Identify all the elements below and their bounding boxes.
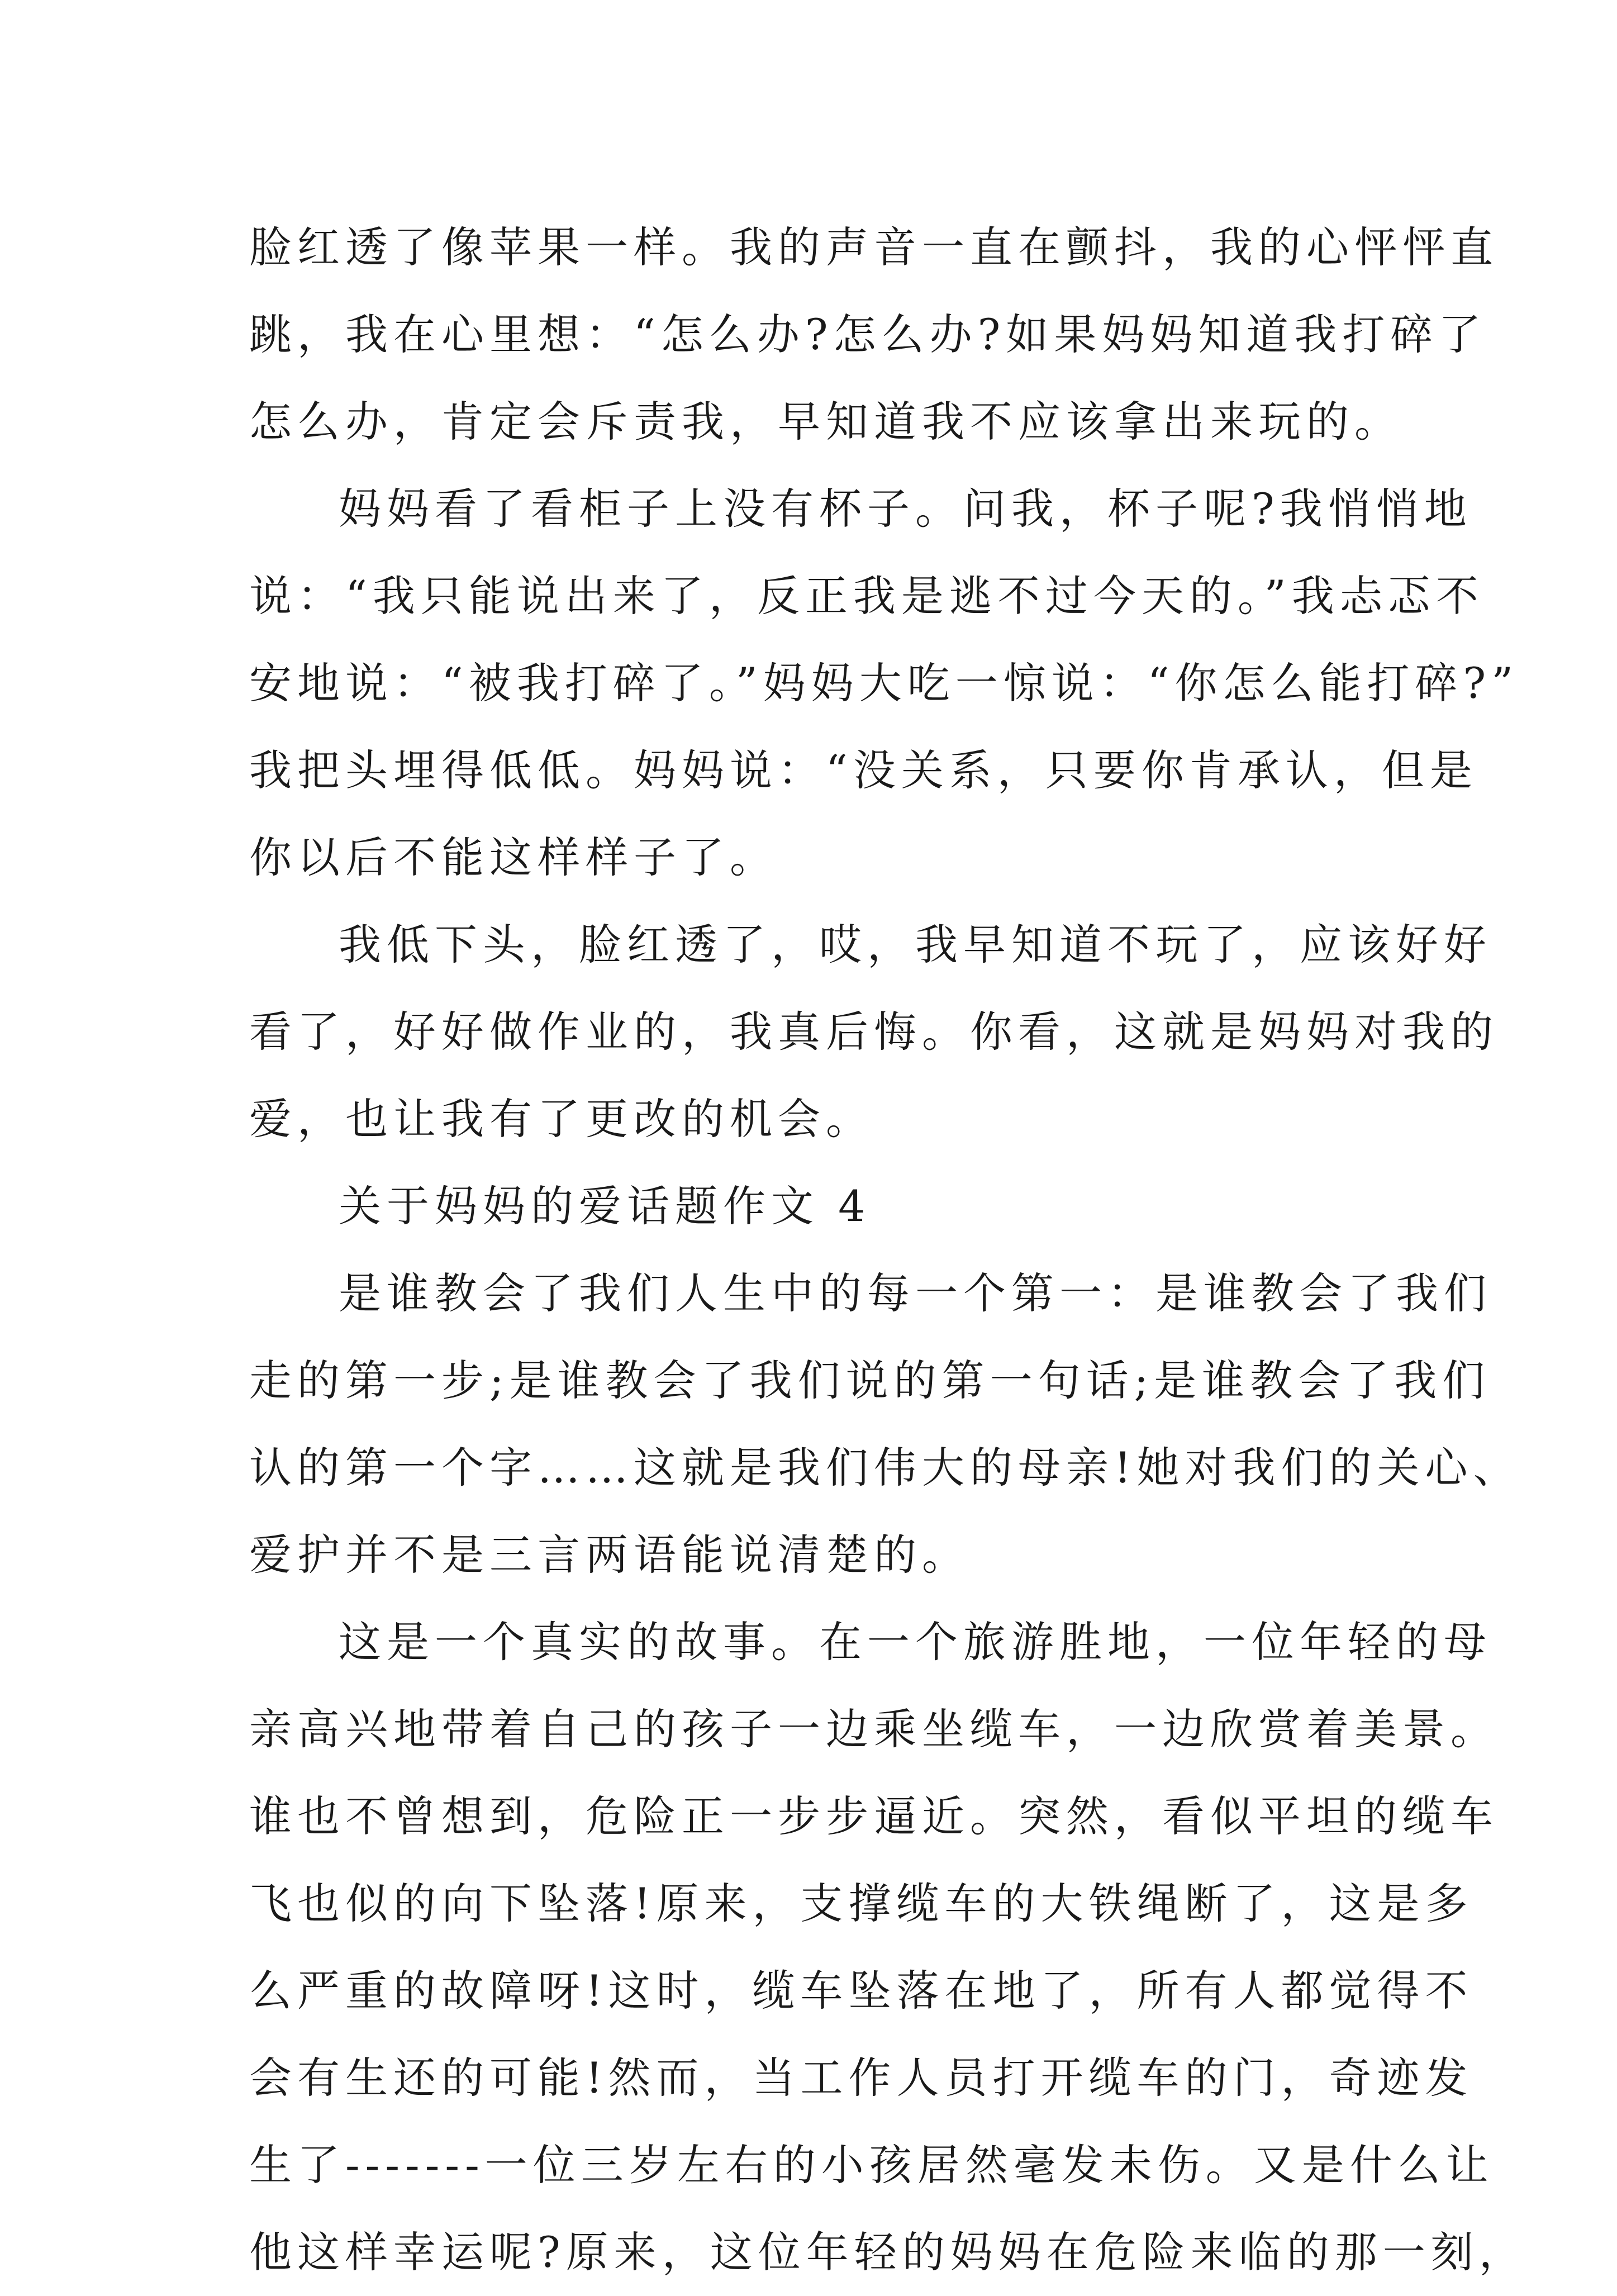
text-line: 妈妈看了看柜子上没有杯子。问我，杯子呢?我悄悄地 (339, 484, 1472, 534)
text-line: 说：“我只能说出来了，反正我是逃不过今天的。”我忐忑不 (249, 571, 1484, 621)
text-line: 谁也不曾想到，危险正一步步逼近。突然，看似平坦的缆车 (249, 1791, 1499, 1841)
text-line: 是谁教会了我们人生中的每一个第一：是谁教会了我们 (339, 1268, 1492, 1318)
text-line: 跳，我在心里想：“怎么办?怎么办?如果妈妈知道我打碎了 (249, 310, 1487, 359)
text-line: 亲高兴地带着自己的孩子一边乘坐缆车，一边欣赏着美景。 (249, 1704, 1499, 1754)
text-line: 脸红透了像苹果一样。我的声音一直在颤抖，我的心怦怦直 (249, 222, 1499, 272)
text-line: 这是一个真实的故事。在一个旅游胜地，一位年轻的母 (339, 1617, 1492, 1667)
text-line: 爱护并不是三言两语能说清楚的。 (249, 1530, 970, 1580)
text-line: 认的第一个字……这就是我们伟大的母亲!她对我们的关心、 (249, 1443, 1521, 1492)
text-line: 怎么办，肯定会斥责我，早知道我不应该拿出来玩的。 (249, 397, 1402, 446)
text-line: 安地说：“被我打碎了。”妈妈大吃一惊说：“你怎么能打碎?” (249, 658, 1519, 708)
text-line: 我低下头，脸红透了，哎，我早知道不玩了，应该好好 (339, 920, 1492, 969)
text-line: 爱，也让我有了更改的机会。 (249, 1094, 874, 1144)
text-line: 会有生还的可能!然而，当工作人员打开缆车的门，奇迹发 (249, 2053, 1473, 2103)
body-text (249, 204, 1527, 2296)
text-line: 看了，好好做作业的，我真后悔。你看，这就是妈妈对我的 (249, 1007, 1499, 1057)
text-line: 他这样幸运呢?原来，这位年轻的妈妈在危险来临的那一刻， (249, 2227, 1527, 2277)
text-line: 生了-------一位三岁左右的小孩居然毫发未伤。又是什么让 (249, 2140, 1494, 2190)
text-line: 我把头埋得低低。妈妈说：“没关系，只要你肯承认，但是 (249, 745, 1478, 795)
text-line: 走的第一步;是谁教会了我们说的第一句话;是谁教会了我们 (249, 1356, 1491, 1405)
text-line: 你以后不能这样样子了。 (249, 833, 778, 882)
text-line: 飞也似的向下坠落!原来，支撑缆车的大铁绳断了，这是多 (249, 1879, 1473, 1928)
text-line: 么严重的故障呀!这时，缆车坠落在地了，所有人都觉得不 (249, 1966, 1473, 2015)
section-heading: 关于妈妈的爱话题作文 4 (339, 1181, 871, 1231)
